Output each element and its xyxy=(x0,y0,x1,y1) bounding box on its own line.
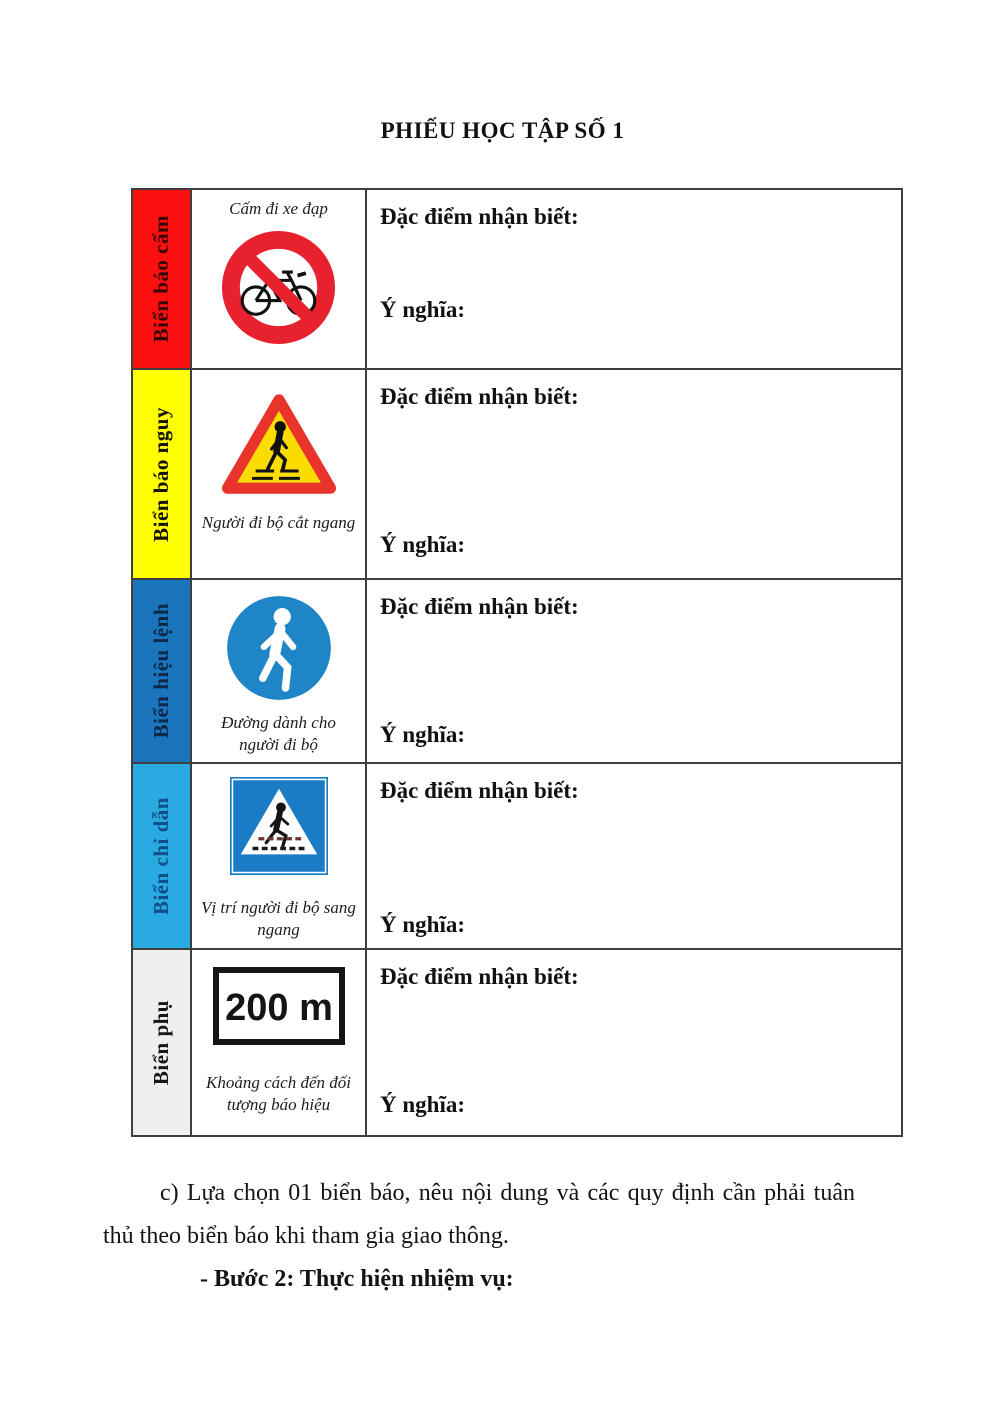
no-bicycle-sign-icon xyxy=(219,228,338,347)
category-label: Biển phụ xyxy=(149,999,173,1086)
crosswalk-guide-square-icon xyxy=(230,777,328,875)
sign-cell xyxy=(192,370,367,580)
sign-caption: Vị trí người đi bộ sang ngang xyxy=(201,898,356,940)
feature-label: Đặc điểm nhận biết: xyxy=(380,594,579,619)
category-label: Biển báo cấm xyxy=(149,215,173,343)
sign-cell xyxy=(192,580,367,764)
answer-cell xyxy=(367,950,903,1137)
meaning-label: Ý nghĩa: xyxy=(380,1091,465,1117)
category-cell-supplementary xyxy=(133,950,192,1137)
answer-cell xyxy=(367,764,903,950)
task-c-paragraph: c) Lựa chọn 01 biển báo, nêu nội dung và các quy định cần phải tuân thủ theo biển báo khi tham gia giao thông. xyxy=(103,1180,855,1249)
sign-cell xyxy=(192,764,367,950)
meaning-label: Ý nghĩa: xyxy=(380,296,465,322)
sign-caption: Đường dành cho người đi bộ xyxy=(221,713,336,755)
page-title: PHIẾU HỌC TẬP SỐ 1 xyxy=(380,118,625,143)
table-row xyxy=(133,764,903,950)
category-label: Biển báo nguy xyxy=(149,406,173,542)
sign-cell xyxy=(192,190,367,370)
category-label: Biển chỉ dẫn xyxy=(149,796,173,916)
feature-label: Đặc điểm nhận biết: xyxy=(380,204,579,229)
step2-heading: - Bước 2: Thực hiện nhiệm vụ: xyxy=(200,1266,514,1293)
category-cell-warning xyxy=(133,370,192,580)
distance-plate-icon xyxy=(212,966,346,1046)
table-row xyxy=(133,190,903,370)
feature-label: Đặc điểm nhận biết: xyxy=(380,778,579,803)
answer-cell xyxy=(367,370,903,580)
category-label: Biển hiệu lệnh xyxy=(149,603,173,739)
sign-caption: Người đi bộ cắt ngang xyxy=(201,513,356,532)
answer-cell xyxy=(367,190,903,370)
sign-caption: Khoảng cách đến đối tượng báo hiệu xyxy=(206,1073,351,1115)
category-cell-mandatory xyxy=(133,580,192,764)
feature-label: Đặc điểm nhận biết: xyxy=(380,384,579,409)
meaning-label: Ý nghĩa: xyxy=(380,721,465,747)
category-cell-prohibition xyxy=(133,190,192,370)
pedestrian-warning-triangle-icon xyxy=(217,390,341,498)
sign-cell xyxy=(192,950,367,1137)
sign-caption: Cấm đi xe đạp xyxy=(229,199,328,218)
footer-text-block xyxy=(103,1172,855,1293)
meaning-label: Ý nghĩa: xyxy=(380,911,465,937)
feature-label: Đặc điểm nhận biết: xyxy=(380,964,579,989)
meaning-label: Ý nghĩa: xyxy=(380,531,465,557)
pedestrian-path-circle-icon xyxy=(225,594,333,702)
table-row xyxy=(133,950,903,1137)
distance-plate-text: 200 m xyxy=(224,987,333,1029)
traffic-sign-table xyxy=(131,188,903,1137)
table-row xyxy=(133,370,903,580)
table-row xyxy=(133,580,903,764)
answer-cell xyxy=(367,580,903,764)
category-cell-guide xyxy=(133,764,192,950)
